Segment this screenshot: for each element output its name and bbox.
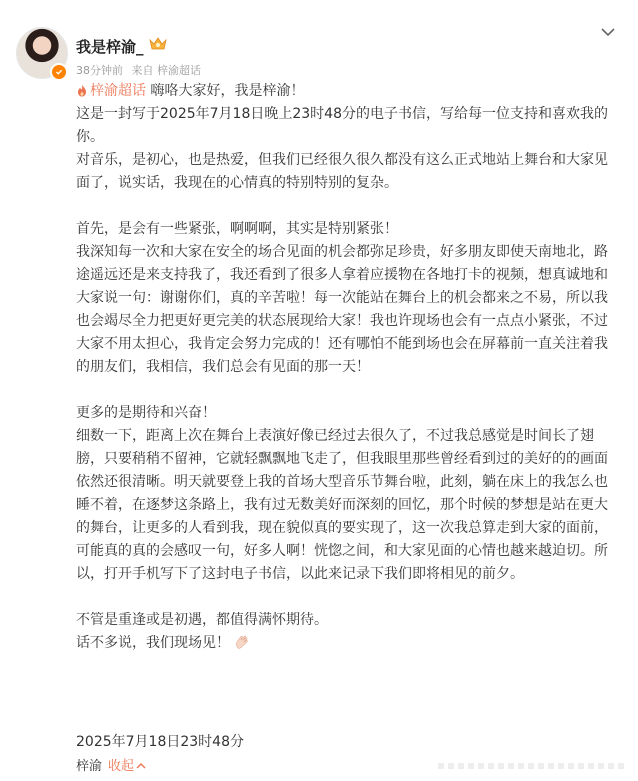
topic-link[interactable] xyxy=(76,83,150,99)
vip-badge-icon[interactable] xyxy=(148,35,168,51)
paragraph-gap xyxy=(76,586,612,609)
collapse-button[interactable] xyxy=(108,759,146,774)
username[interactable]: 我是梓渝_ xyxy=(76,38,144,56)
closing-text: 话不多说，我们现场见！ xyxy=(76,635,230,651)
post-footer xyxy=(76,755,146,774)
footer-author[interactable]: 梓渝 xyxy=(76,759,103,774)
fire-icon xyxy=(76,84,88,97)
watermark-dots xyxy=(438,757,628,775)
paragraph: 我深知每一次和大家在安全的场合见面的机会都弥足珍贵，好多朋友即使天南地北，路途遥远还是来支持我了，我还看到了很多人拿着应援物在各地打卡的视频，想真诚地和大家说一句：谢谢你们，真的辛苦啦！每一次能站在舞台上的机会都来之不易，所以我也会竭尽全力把更好更完美的状态展现给大家！我也许现场也会有一点点小紧张，不过大家不用太担心，我肯定会努力完成的！还有哪怕不能到场也会在屏幕前一直关注着我的朋友们，我相信，我们总会有见面的那一天！ xyxy=(76,244,608,375)
paragraph: 不管是重逢或是初遇，都值得满怀期待。 xyxy=(76,612,328,628)
post-content xyxy=(76,80,612,655)
chevron-down-icon[interactable] xyxy=(600,26,616,38)
chevron-up-icon xyxy=(136,762,146,769)
post-meta xyxy=(76,62,206,78)
paragraph-gap xyxy=(76,195,612,218)
post-source[interactable]: 来自 梓渝超话 xyxy=(131,64,201,77)
post-date: 2025年7月18日23时48分 xyxy=(76,734,244,750)
topic-label: 梓渝超话 xyxy=(90,83,146,99)
verified-badge-icon xyxy=(50,63,68,81)
closing-line xyxy=(76,632,612,655)
paragraph: 细数一下，距离上次在舞台上表演好像已经过去很久了，不过我总感觉是时间长了翅膀，只要稍稍不留神，它就轻飘飘地飞走了，但我眼里那些曾经看到过的美好的的画面依然还很清晰。明天就要登上我的首场大型音乐节舞台啦，此刻，躺在床上的我怎么也睡不着，在逐梦这条路上，我有过无数美好而深刻的回忆，那个时候的梦想是站在更大的舞台，让更多的人看到我，现在貌似真的要实现了，这一次我总算走到大家的面前，可能真的真的会感叹一句，好多人啊！恍惚之间，和大家见面的心情也越来越迫切。所以，打开手机写下了这封电子书信，以此来记录下我们即将相见的前夕。 xyxy=(76,428,608,582)
paragraph-gap xyxy=(76,379,612,402)
time-ago[interactable]: 38分钟前 xyxy=(76,64,123,77)
clapping-hands-icon xyxy=(234,634,250,650)
paragraph: 对音乐，是初心，也是热爱，但我们已经很久很久都没有这么正式地站上舞台和大家见面了，说实话，我现在的心情真的特别特别的复杂。 xyxy=(76,152,608,191)
greeting-line xyxy=(76,80,612,103)
paragraph: 首先，是会有一些紧张，啊啊啊，其实是特别紧张！ xyxy=(76,221,398,237)
paragraph: 这是一封写于2025年7月18日晚上23时48分的电子书信，写给每一位支持和喜欢我的你。 xyxy=(76,106,608,145)
greeting-text: 嗨咯大家好，我是梓渝！ xyxy=(150,83,305,99)
paragraph: 更多的是期待和兴奋！ xyxy=(76,405,216,421)
collapse-label: 收起 xyxy=(108,759,135,774)
